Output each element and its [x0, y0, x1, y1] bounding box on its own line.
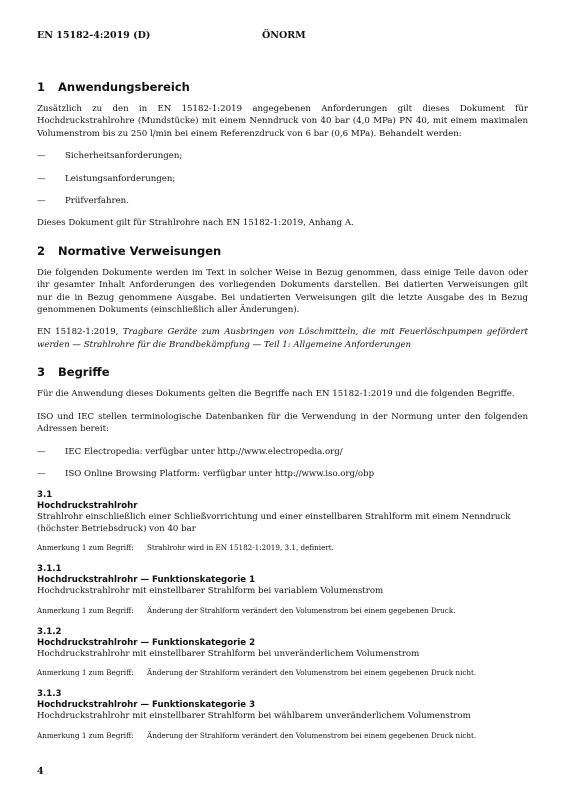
- section-number: 1: [37, 80, 46, 94]
- section-1-heading: [37, 80, 528, 94]
- list-item: — ISO Online Browsing Platform: verfügbar unter http://www.iso.org/obp: [37, 468, 375, 479]
- normative-references-paragraph: Die folgenden Dokumente werden im Text in solcher Weise in Bezug genommen, dass einige Teile davon oder ihr gesamter Inhalt Anforderungen des vorliegenden Dokuments darstellen. Bei datierten Verweisungen gilt nur die in Bezug genommene Ausgabe. Bei undatierten Verweisungen gilt die letzte Ausgabe des in Bezug genommenen Dokuments (einschließlich aller Änderungen).: [37, 267, 528, 316]
- term-number: 3.1.2: [37, 626, 62, 637]
- dash-bullet: —: [37, 468, 46, 479]
- note-text: Änderung der Strahlform verändert den Volumenstrom bei einem gegebenen Druck.: [147, 605, 456, 615]
- term-note: [37, 668, 528, 678]
- note-label: Anmerkung 1 zum Begriff:: [37, 605, 134, 615]
- list-item: — IEC Electropedia: verfügbar unter http://www.electropedia.org/: [37, 446, 343, 457]
- term-name: Hochdruckstrahlrohr — Funktionskategorie 2: [37, 637, 256, 648]
- dash-bullet: —: [37, 196, 46, 207]
- terminology-databases-paragraph: ISO und IEC stellen terminologische Datenbanken für die Verwendung in der Normung unter den folgenden Adressen bereit:: [37, 411, 528, 435]
- page-content: [37, 80, 528, 752]
- page-header: [37, 30, 528, 44]
- reference-title: Tragbare Geräte zum Ausbringen von Löschmitteln, die mit Feuerlöschpumpen gefördert werden — Strahlrohre für die Brandbekämpfung — Teil 1: Allgemeine Anforderungen: [37, 327, 529, 350]
- term-entry: [37, 490, 528, 553]
- section-title: Normative Verweisungen: [58, 243, 222, 258]
- database-list: [37, 446, 528, 481]
- section-3-heading: [37, 365, 528, 379]
- dash-bullet: —: [37, 151, 46, 162]
- term-name: Hochdruckstrahlrohr — Funktionskategorie 1: [37, 575, 256, 586]
- term-entry: [37, 627, 528, 679]
- section-2-heading: [37, 244, 528, 258]
- term-entry: [37, 564, 528, 616]
- scope-paragraph: Zusätzlich zu den in EN 15182-1:2019 angegebenen Anforderungen gilt dieses Dokument für Hochdruckstrahlrohre (Mundstücke) mit einem Nenndruck von 40 bar (4,0 MPa) PN 40, mit einem maximalen Volumenstrom bis zu 250 l/min bei einem Referenzdruck von 6 bar (0,6 MPa). Behandelt werden:: [37, 104, 528, 139]
- section-title: Begriffe: [58, 365, 110, 380]
- list-item: — Leistungsanforderungen;: [37, 173, 176, 184]
- term-number: 3.1.1: [37, 564, 62, 575]
- section-number: 2: [37, 243, 46, 258]
- term-entry: [37, 689, 528, 741]
- note-label: Anmerkung 1 zum Begriff:: [37, 668, 134, 678]
- section-number: 3: [37, 365, 46, 380]
- note-label: Anmerkung 1 zum Begriff:: [37, 730, 134, 740]
- term-note: [37, 731, 528, 741]
- term-name: Hochdruckstrahlrohr: [37, 501, 138, 512]
- note-text: Änderung der Strahlform verändert den Volumenstrom bei einem gegebenen Druck nicht.: [147, 730, 477, 740]
- terms-intro-paragraph: Für die Anwendung dieses Dokuments gelten die Begriffe nach EN 15182-1:2019 und die folgenden Begriffe.: [37, 389, 515, 400]
- scope-applicability: Dieses Dokument gilt für Strahlrohre nach EN 15182-1:2019, Anhang A.: [37, 218, 354, 229]
- section-title: Anwendungsbereich: [58, 80, 190, 94]
- publisher-mark: ÖNORM: [262, 30, 306, 41]
- term-number: 3.1: [37, 490, 53, 501]
- dash-bullet: —: [37, 446, 46, 457]
- term-definition: Hochdruckstrahlrohr mit einstellbarer Strahlform bei wählbarem unveränderlichem Volumenstrom: [37, 711, 471, 722]
- term-name: Hochdruckstrahlrohr — Funktionskategorie 3: [37, 700, 256, 711]
- term-definition: Strahlrohr einschließlich einer Schließvorrichtung und einer einstellbaren Strahlform mit einem Nenndruck (höchster Betriebsdruck) von 40 bar: [37, 512, 511, 534]
- note-label: Anmerkung 1 zum Begriff:: [37, 543, 134, 553]
- term-definition: Hochdruckstrahlrohr mit einstellbarer Strahlform bei unveränderlichem Volumenstrom: [37, 648, 420, 659]
- standard-id: EN 15182-4:2019 (D): [37, 30, 151, 41]
- list-item: — Sicherheitsanforderungen;: [37, 151, 183, 162]
- term-note: [37, 606, 528, 616]
- dash-bullet: —: [37, 173, 46, 184]
- term-definition: Hochdruckstrahlrohr mit einstellbarer Strahlform bei variablem Volumenstrom: [37, 586, 384, 597]
- note-text: Änderung der Strahlform verändert den Volumenstrom bei einem gegebenen Druck nicht.: [147, 668, 477, 678]
- reference-entry: [37, 326, 528, 351]
- list-item: — Prüfverfahren.: [37, 196, 129, 207]
- scope-list: [37, 150, 528, 207]
- term-note: [37, 543, 528, 553]
- term-number: 3.1.3: [37, 689, 62, 700]
- note-text: Strahlrohr wird in EN 15182-1:2019, 3.1, definiert.: [147, 543, 334, 553]
- page-number: 4: [37, 766, 44, 777]
- reference-code: EN 15182-1:2019,: [37, 327, 119, 338]
